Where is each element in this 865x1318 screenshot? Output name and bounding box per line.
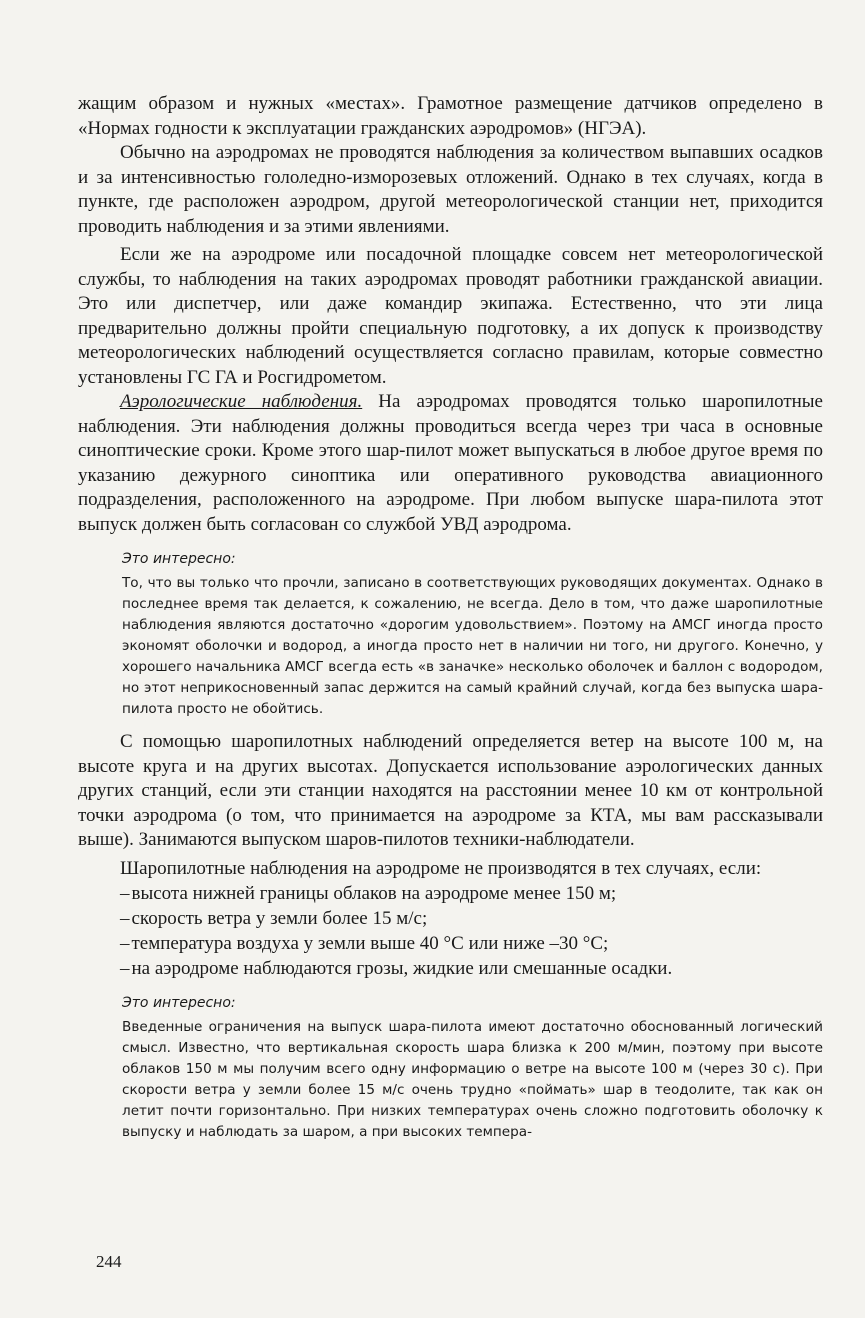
paragraph-no-met-service: Если же на аэродроме или посадочной площадке совсем нет метеорологической службы, то наблюдения на таких аэродромах проводят работники гражданской авиации. Это или диспетчер, или даже командир экипажа. Естественно, что эти лица предварительно должны пройти специальную подготовку, а их допуск к производству метеорологических наблюдений осуществляется согласно правилам, которые совместно установлены ГС ГА и Росгидрометом. <box>78 244 823 388</box>
box-title: Это интересно: <box>122 551 236 567</box>
list-item: – высота нижней границы облаков на аэродроме менее 150 м; <box>120 881 823 906</box>
list-item: – на аэродроме наблюдаются грозы, жидкие или смешанные осадки. <box>120 956 823 981</box>
section-lead-aerological: Аэрологические наблюдения. <box>120 391 363 412</box>
conditions-list <box>78 881 823 981</box>
paragraph-wind: С помощью шаропилотных наблюдений определяется ветер на высоте 100 м, на высоте круга и на других высотах. Допускается использование аэрологических данных других станций, если эти станции находятся на расстоянии менее 10 км от контрольной точки аэродрома (о том, что принимается на аэродроме за КТА, мы вам рассказывали выше). Занимаются выпуском шаров-пилотов техники-наблюдатели. <box>78 731 823 850</box>
paragraph-aerological <box>78 390 823 537</box>
list-item: – температура воздуха у земли выше 40 °С или ниже –30 °С; <box>120 931 823 956</box>
box-text: То, что вы только что прочли, записано в соответствующих руководящих документах. Однако в последнее время так делается, к сожалению, не всегда. Дело в том, что даже шаропилотные наблюдения являются достаточно «дорогим удовольствием». Поэтому на АМСГ иногда просто экономят оболочки и водород, а иногда просто нет в наличии ни того, ни другого. Конечно, у хорошего начальника АМСГ всегда есть «в заначке» несколько оболочек и баллон с водородом, но этот неприкосновенный запас держится на самый крайний случай, когда без выпуска шара-пилота просто не обойтись. <box>122 575 823 717</box>
interesting-box-2 <box>78 995 823 1143</box>
list-item: – скорость ветра у земли более 15 м/с; <box>120 906 823 931</box>
paragraph-conditions: Шаропилотные наблюдения на аэродроме не производятся в тех случаях, если: <box>120 857 762 879</box>
box-title: Это интересно: <box>122 995 236 1011</box>
paragraph-aerological-text: На аэродромах проводятся только шаропилотные наблюдения. Эти наблюдения должны проводиться всегда через три часа в основные синоптические сроки. Кроме этого шар-пилот может выпускаться в любое другое время по указанию дежурного синоптика или оперативного руководства авиационного подразделения, расположенного на аэродроме. При любом выпуске шара-пилота этот выпуск должен быть согласован со службой УВД аэродрома. <box>78 391 823 535</box>
paragraph-precipitation: Обычно на аэродромах не проводятся наблюдения за количеством выпавших осадков и за интенсивностью гололедно-изморозевых отложений. Однако в тех случаях, когда в пункте, где расположен аэродром, другой метеорологической станции нет, приходится проводить наблюдения и за этими явлениями. <box>78 142 823 237</box>
box-text: Введенные ограничения на выпуск шара-пилота имеют достаточно обоснованный логический смысл. Известно, что вертикальная скорость шара близка к 200 м/мин, поэтому при высоте облаков 150 м мы получим всего одну информацию о ветре на высоте 100 м (через 30 с). При скорости ветра у земли более 15 м/с очень трудно «поймать» шар в теодолите, так как он летит почти горизонтально. При низких температурах очень сложно подготовить оболочку к выпуску и наблюдать за шаром, а при высоких темпера- <box>122 1019 823 1140</box>
paragraph-continued: жащим образом и нужных «местах». Грамотное размещение датчиков определено в «Нормах годности к эксплуатации гражданских аэродромов» (НГЭА). <box>78 93 823 139</box>
page-number: 244 <box>96 1252 122 1271</box>
page-body <box>78 92 823 1143</box>
interesting-box-1 <box>78 551 823 720</box>
